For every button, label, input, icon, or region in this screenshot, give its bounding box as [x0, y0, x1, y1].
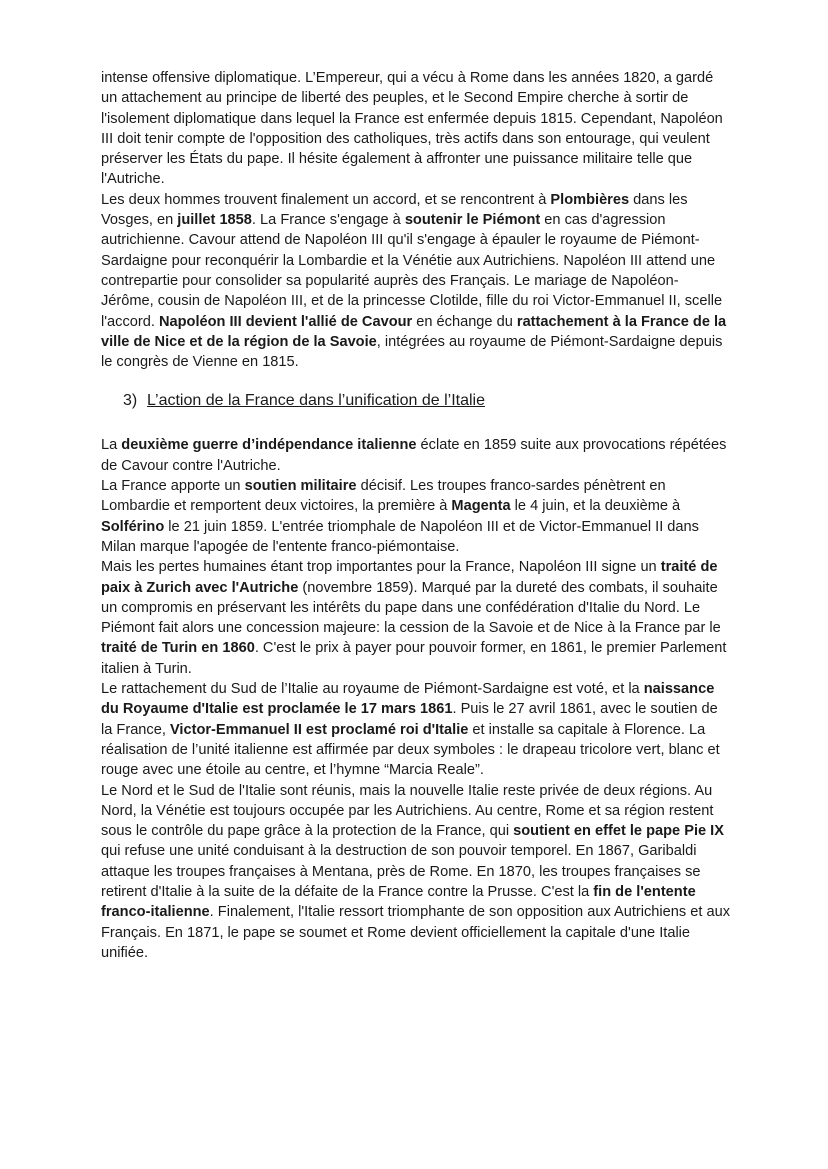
bold-text: traité de paix à Zurich avec l'Autriche	[101, 559, 718, 596]
document-page	[101, 68, 731, 963]
bold-text: Solférino	[101, 518, 165, 535]
text-run: Le Nord et le Sud de l'Italie sont réunis, mais la nouvelle Italie reste privée de deux régions. Au Nord, la Vénétie est toujours occupée par les Autrichiens. Au centre, Rome et sa région restent sous le contrôle du pape grâce à la protection de la France, qui	[101, 782, 714, 840]
bold-text: rattachement à la France de la ville de Nice et de la région de la Savoie	[101, 313, 727, 350]
text-run: . Puis le 27 avril 1861, avec le soutien de la France,	[101, 701, 718, 738]
section-heading	[101, 390, 731, 412]
bold-text: soutient en effet le pape Pie IX	[513, 823, 724, 840]
text-run: Les deux hommes trouvent finalement un accord, et se rencontrent à	[101, 191, 551, 208]
text-run: . La France s'engage à	[251, 212, 405, 229]
text-run: , intégrées au royaume de Piémont-Sardaigne depuis le congrès de Vienne en 1815.	[101, 333, 723, 371]
bold-text: Victor-Emmanuel II est proclamé roi d'Italie	[169, 721, 469, 738]
text-run: dans les Vosges, en	[101, 191, 688, 229]
text-run: le 4 juin, et la deuxième à	[510, 498, 681, 515]
bold-text: Magenta	[451, 498, 511, 515]
paragraph	[101, 190, 731, 373]
section-title: L’action de la France dans l’unification de l’Italie	[147, 392, 485, 410]
bold-text: naissance du Royaume d'Italie est proclamée le 17 mars 1861	[101, 681, 715, 718]
text-run: . Finalement, l'Italie ressort triomphante de son opposition aux Autrichiens et aux Français. En 1871, le pape se soumet et Rome devient officiellement la capitale d'une Italie unifiée.	[101, 904, 731, 961]
text-run: en échange du	[412, 313, 517, 330]
bold-text: soutien militaire	[244, 478, 357, 495]
bold-text: juillet 1858	[177, 212, 252, 229]
text-run: décisif. Les troupes franco-sardes pénètrent en Lombardie et remportent deux victoires, la première à	[101, 478, 666, 515]
paragraph	[101, 781, 731, 964]
paragraph	[101, 557, 731, 679]
text-run: La	[101, 437, 122, 454]
paragraph	[101, 435, 731, 476]
text-run: Le rattachement du Sud de l’Italie au royaume de Piémont-Sardaigne est voté, et la	[101, 681, 644, 698]
bold-text: deuxième guerre d’indépendance italienne	[121, 437, 417, 454]
section-number: 3)	[123, 392, 138, 410]
bold-text: fin de l'entente franco-italienne	[101, 883, 696, 921]
bold-text: soutenir le Piémont	[404, 212, 541, 229]
paragraph	[101, 68, 731, 190]
text-run: intense offensive diplomatique. L’Empereur, qui a vécu à Rome dans les années 1820, a gardé un attachement au principe de liberté des peuples, et le Second Empire cherche à sortir de l'isolement diplomatique dans lequel la France est enfermée depuis 1815. Cependant, Napoléon III doit tenir compte de l'opposition des catholiques, très actifs dans son entourage, qui veulent préserver les États du pape. Il hésite également à affronter une puissance militaire telle que l'Autriche.	[101, 70, 723, 188]
text-run: en cas d'agression autrichienne. Cavour attend de Napoléon III qu'il s'engage à épauler le royaume de Piémont-Sardaigne pour reconquérir la Lombardie et la Vénétie aux Autrichiens. Napoléon III attend une contrepartie pour consolider sa popularité auprès des Français. Le mariage de Napoléon-Jérôme, cousin de Napoléon III, et de la princesse Clotilde, fille du roi Victor-Emmanuel II, scelle l'accord.	[101, 212, 723, 330]
bold-text: Napoléon III devient l'allié de Cavour	[158, 313, 413, 330]
text-run: Mais les pertes humaines étant trop importantes pour la France, Napoléon III signe un	[101, 559, 661, 576]
text-run: qui refuse une unité conduisant à la destruction de son pouvoir temporel. En 1867, Garibaldi attaque les troupes françaises à Mentana, près de Rome. En 1870, les troupes françaises se retirent d'Italie à la suite de la défaite de la France contre la Prusse. C'est la	[101, 843, 701, 900]
bold-text: traité de Turin en 1860	[101, 640, 255, 657]
text-run: le 21 juin 1859. L'entrée triomphale de Napoléon III et de Victor-Emmanuel II dans Milan marque l'apogée de l'entente franco-piémontaise.	[101, 518, 699, 555]
paragraph	[101, 679, 731, 780]
paragraph	[101, 476, 731, 557]
text-run: (novembre 1859). Marqué par la dureté des combats, il souhaite un compromis en préservant les intérêts du pape dans une confédération d'Italie du Nord. Le Piémont fait alors une concession majeure: la cession de la Savoie et de Nice à la France par le	[101, 579, 721, 637]
text-run: et installe sa capitale à Florence. La réalisation de l’unité italienne est affirmée par deux symboles : le drapeau tricolore vert, blanc et rouge avec une étoile au centre, et l’hymne “Marcia Reale”.	[101, 721, 720, 779]
text-run: La France apporte un	[101, 478, 245, 495]
bold-text: Plombières	[550, 191, 630, 208]
text-run: . C'est le prix à payer pour pouvoir former, en 1861, le premier Parlement italien à Turin.	[101, 640, 727, 677]
text-run: éclate en 1859 suite aux provocations répétées de Cavour contre l'Autriche.	[101, 437, 727, 474]
